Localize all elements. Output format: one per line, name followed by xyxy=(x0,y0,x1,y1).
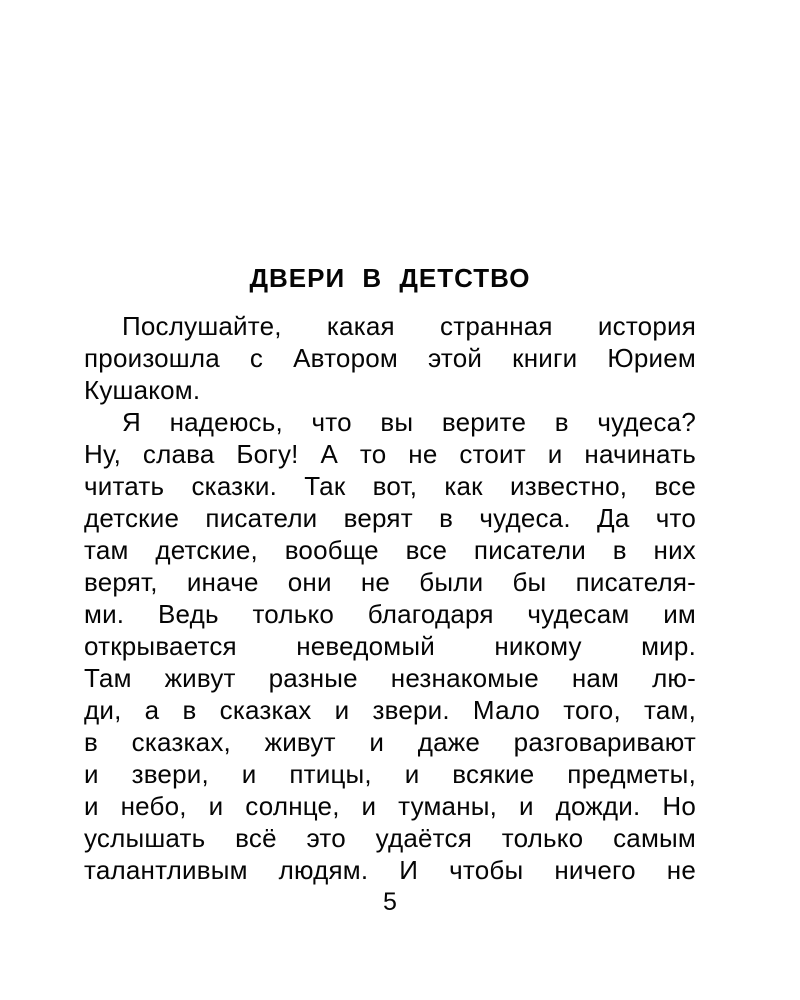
text-line: в сказках, живут и даже разговаривают xyxy=(84,727,696,757)
page-number: 5 xyxy=(383,888,397,916)
text-line: талантливым людям. И чтобы ничего не xyxy=(84,855,696,885)
text-line: детские писатели верят в чудеса. Да что xyxy=(84,503,696,533)
text-line: ди, а в сказках и звери. Мало того, там, xyxy=(84,695,696,725)
text-line: открывается неведомый никому мир. xyxy=(84,631,696,661)
text-line: произошла с Автором этой книги Юрием xyxy=(84,343,696,373)
text-line: и небо, и солнце, и туманы, и дожди. Но xyxy=(84,791,696,821)
text-line: и звери, и птицы, и всякие предметы, xyxy=(84,759,696,789)
text-line: верят, иначе они не были бы писателя- xyxy=(84,567,696,597)
text-line: Послушайте, какая странная история xyxy=(122,311,696,341)
text-line: ми. Ведь только благодаря чудесам им xyxy=(84,599,696,629)
text-line: там детские, вообще все писатели в них xyxy=(84,535,696,565)
text-line: Кушаком. xyxy=(84,375,201,405)
chapter-title: ДВЕРИ В ДЕТСТВО xyxy=(249,263,531,293)
text-line: читать сказки. Так вот, как известно, все xyxy=(84,471,696,501)
text-block xyxy=(84,262,696,916)
text-line: Там живут разные незнакомые нам лю- xyxy=(84,663,696,693)
text-line: Ну, слава Богу! А то не стоит и начинать xyxy=(84,439,696,469)
text-line: услышать всё это удаётся только самым xyxy=(84,823,696,853)
body-text xyxy=(84,310,696,886)
paragraph xyxy=(84,310,696,406)
text-line: Я надеюсь, что вы верите в чудеса? xyxy=(122,407,696,437)
paragraph xyxy=(84,406,696,886)
